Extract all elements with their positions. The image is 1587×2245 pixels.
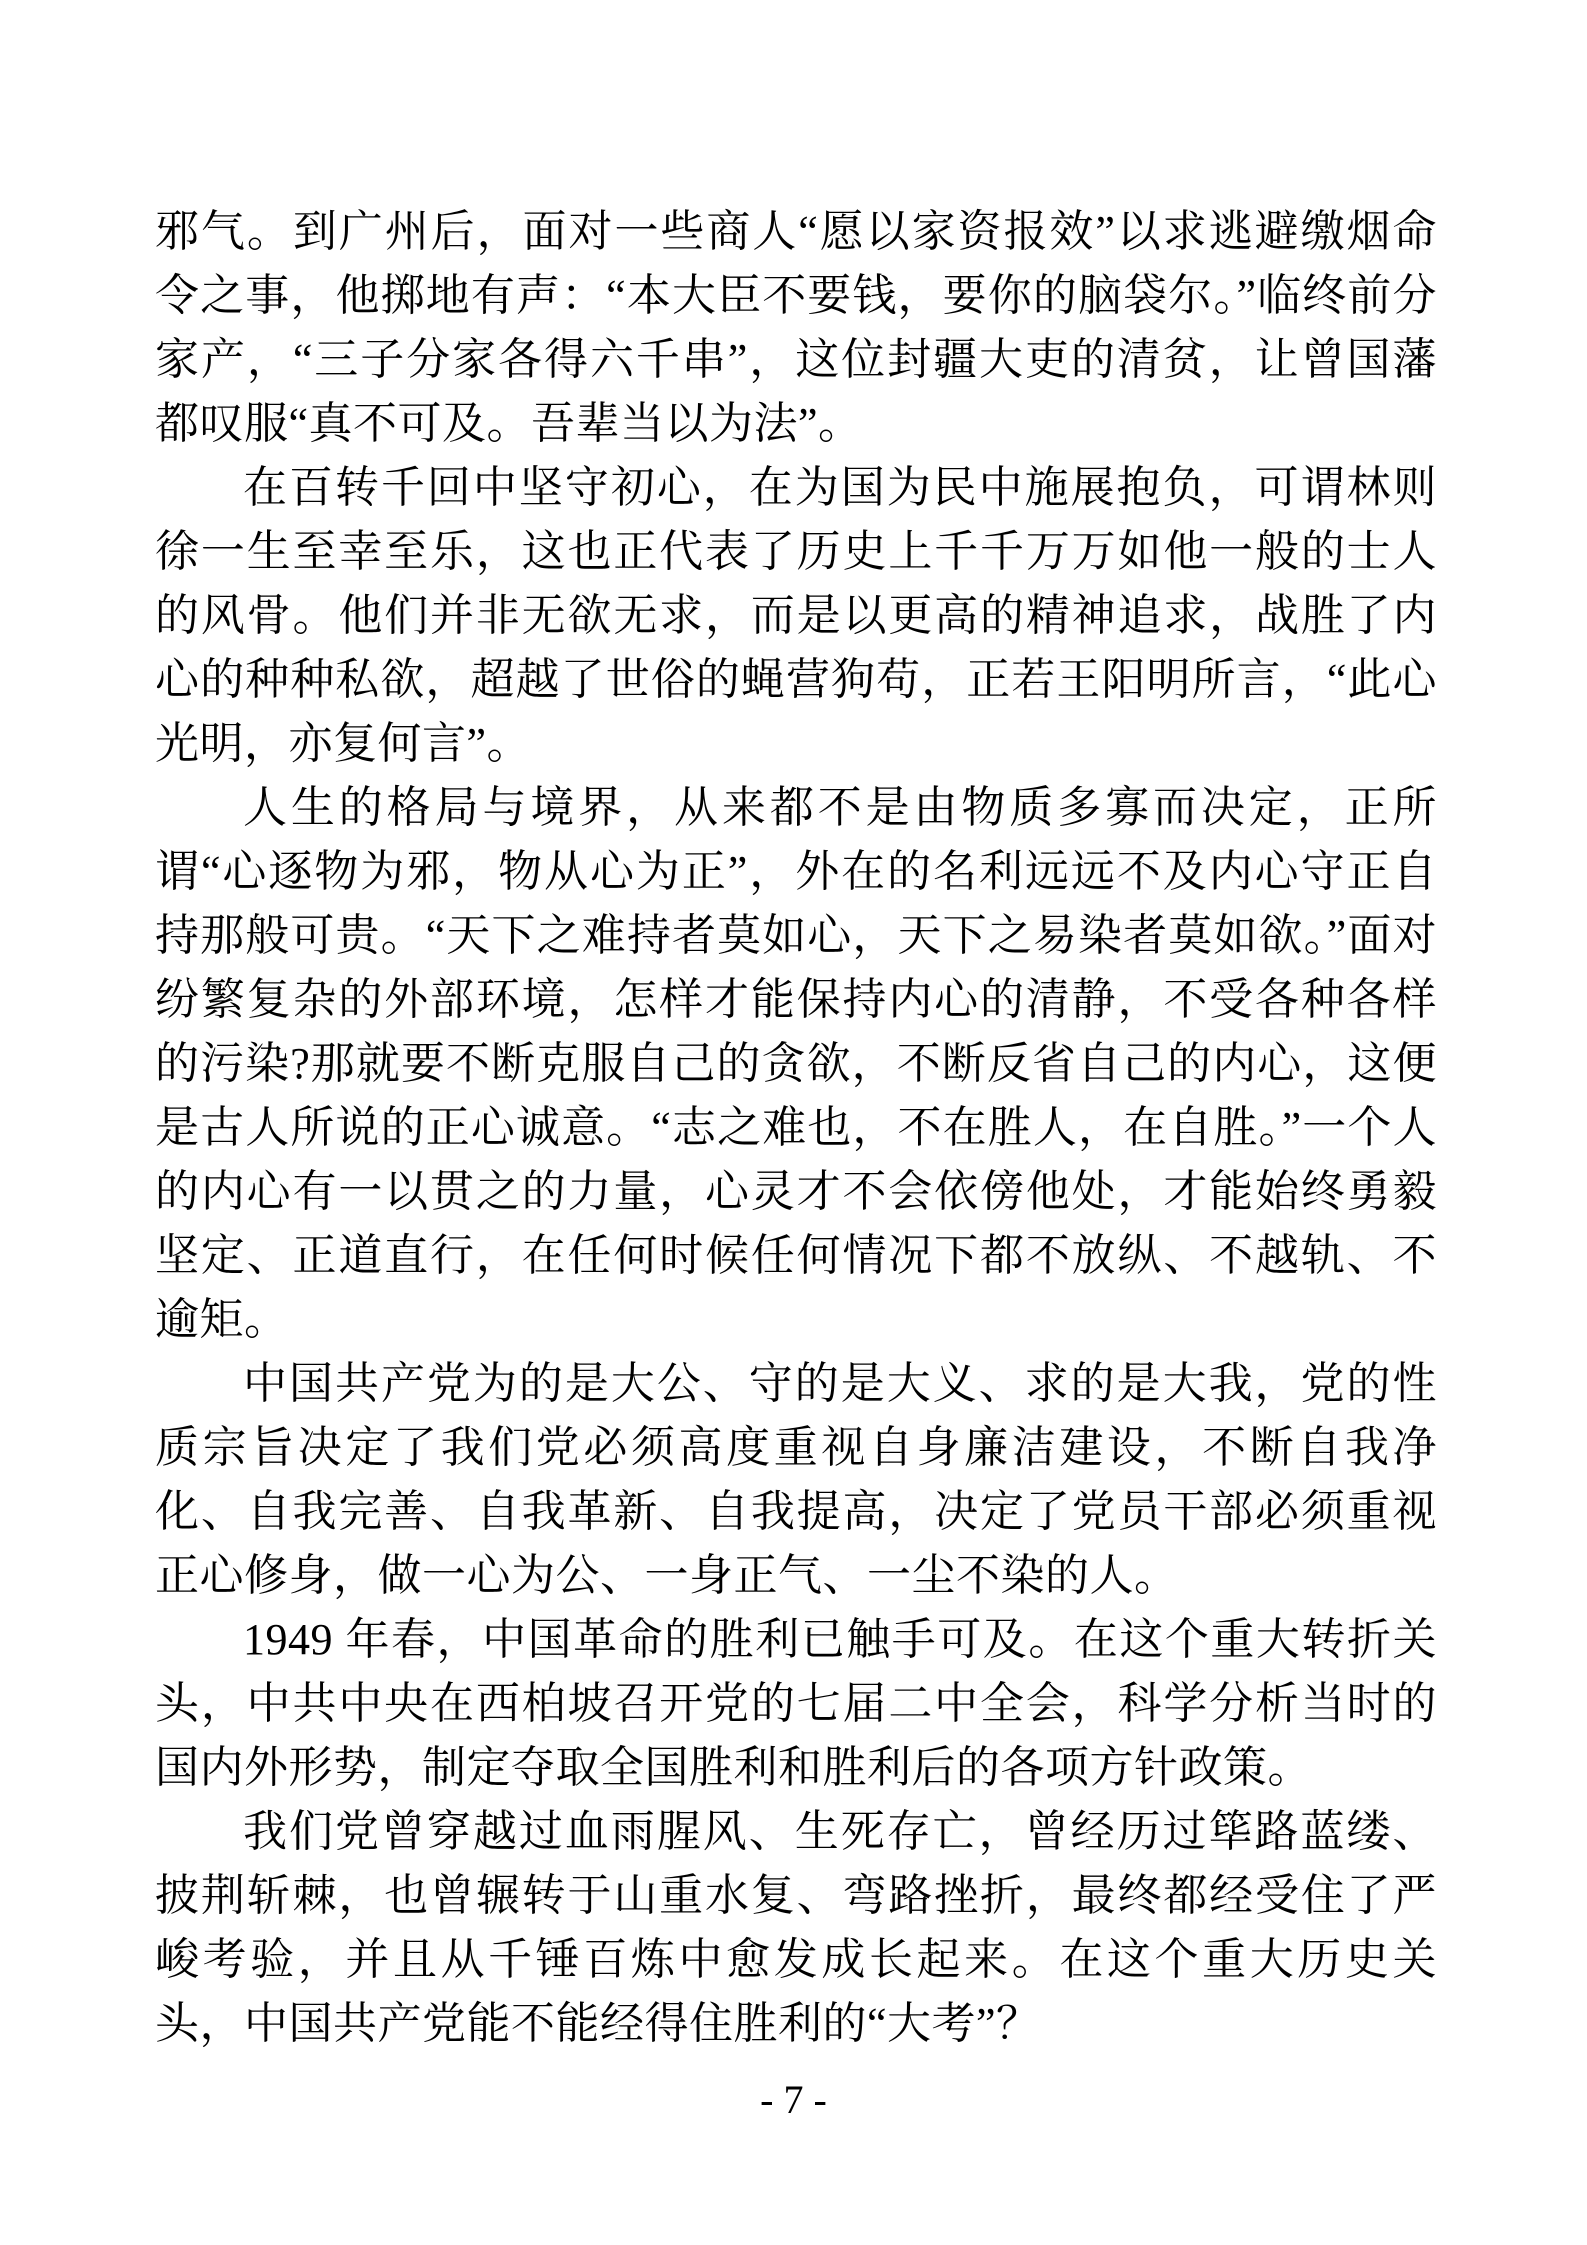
paragraph: 我们党曾穿越过血雨腥风、生死存亡，曾经历过筚路蓝缕、披荆斩棘，也曾辗转于山重水复、弯路挫折，最终都经受住了严峻考验，并且从千锤百炼中愈发成长起来。在这个重大历史关头，中国共产党能不能经得住胜利的“大考”？ <box>155 1807 1437 2048</box>
paragraph: 在百转千回中坚守初心，在为国为民中施展抱负，可谓林则徐一生至幸至乐，这也正代表了历史上千千万万如他一般的士人的风骨。他们并非无欲无求，而是以更高的精神追求，战胜了内心的种种私欲，超越了世俗的蝇营狗苟，正若王阳明所言，“此心光明，亦复何言”。 <box>155 463 1437 768</box>
paragraph: 人生的格局与境界，从来都不是由物质多寡而决定，正所谓“心逐物为邪，物从心为正”，外在的名利远远不及内心守正自持那般可贵。“天下之难持者莫如心，天下之易染者莫如欲。”面对纷繁复杂的外部环境，怎样才能保持内心的清静，不受各种各样的污染?那就要不断克服自己的贪欲，不断反省自己的内心，这便是古人所说的正心诚意。“志之难也，不在胜人，在自胜。”一个人的内心有一以贯之的力量，心灵才不会依傍他处，才能始终勇毅坚定、正道直行，在任何时候任何情况下都不放纵、不越轨、不逾矩。 <box>155 783 1437 1344</box>
paragraph: 1949 年春，中国革命的胜利已触手可及。在这个重大转折关头，中共中央在西柏坡召开党的七届二中全会，科学分析当时的国内外形势，制定夺取全国胜利和胜利后的各项方针政策。 <box>155 1615 1437 1792</box>
document-body <box>155 200 1437 2056</box>
paragraph: 中国共产党为的是大公、守的是大义、求的是大我，党的性质宗旨决定了我们党必须高度重视自身廉洁建设，不断自我净化、自我完善、自我革新、自我提高，决定了党员干部必须重视正心修身，做一心为公、一身正气、一尘不染的人。 <box>155 1359 1437 1600</box>
page-number: - 7 - <box>760 2077 827 2122</box>
paragraph: 邪气。到广州后，面对一些商人“愿以家资报效”以求逃避缴烟命令之事，他掷地有声：“本大臣不要钱，要你的脑袋尔。”临终前分家产，“三子分家各得六千串”，这位封疆大吏的清贫，让曾国藩都叹服“真不可及。吾辈当以为法”。 <box>155 207 1437 448</box>
